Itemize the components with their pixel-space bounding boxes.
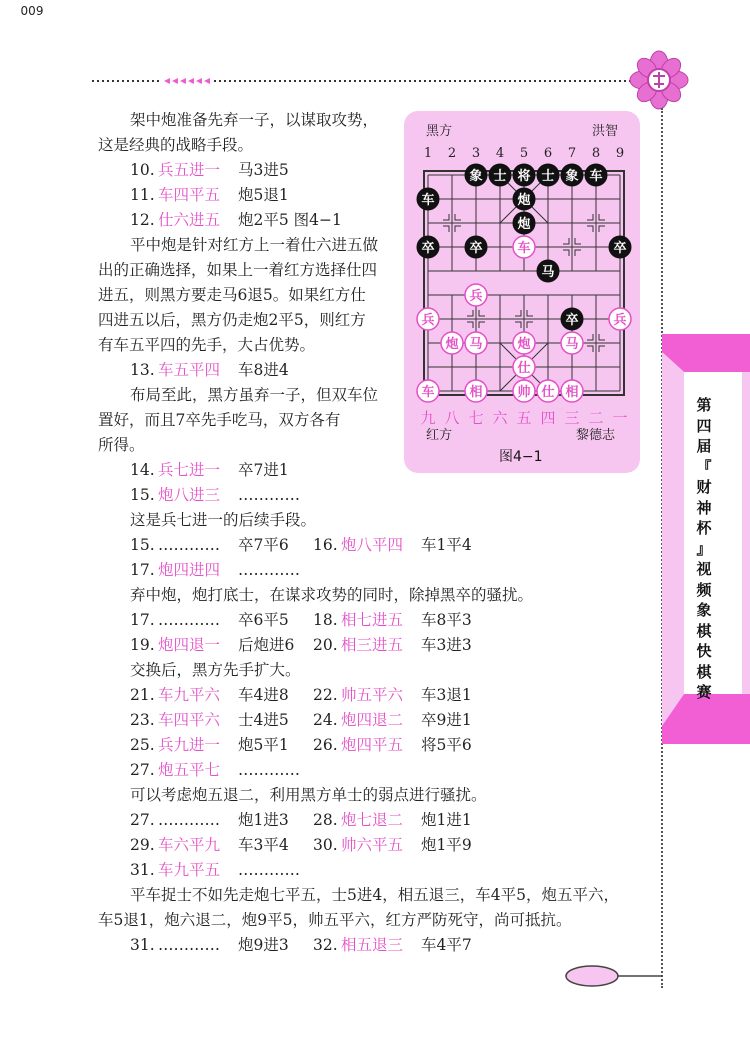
black-move: 卒7平6	[238, 536, 289, 554]
position-mark	[563, 250, 569, 256]
black-piece	[537, 164, 559, 186]
red-move: 帅六平五	[341, 836, 404, 854]
black-piece-label: 卒	[421, 241, 435, 256]
position-mark	[527, 322, 533, 328]
paragraph-line: 这是经典的战略手段。	[98, 136, 254, 154]
position-mark	[443, 214, 449, 220]
paragraph-line: 车5退1，炮六退二，炮9平5，帅五平六，红方严防死守，尚可抵抗。	[98, 911, 572, 929]
red-piece	[465, 380, 487, 402]
side-banner-char: 杯	[696, 519, 712, 537]
black-move: 炮2平5 图4−1	[238, 211, 342, 229]
position-mark	[515, 310, 521, 316]
red-piece	[513, 332, 535, 354]
black-piece	[417, 236, 439, 258]
paragraph-line: 弃中炮，炮打底士，在谋求攻势的同时，除掉黑卒的骚扰。	[130, 586, 534, 604]
side-banner-char: 财	[696, 478, 712, 496]
red-piece	[561, 380, 583, 402]
red-piece	[417, 380, 439, 402]
move-number: 12.	[130, 211, 155, 229]
top-file-number: 9	[615, 146, 625, 161]
paragraph-line: 所得。	[98, 436, 145, 454]
bottom-file-number: 五	[516, 409, 532, 427]
black-piece-label: 卒	[469, 241, 483, 256]
black-move: 车3进3	[421, 636, 472, 654]
move-number: 30.	[313, 836, 338, 854]
position-mark	[527, 310, 533, 316]
red-move: 炮四进四	[158, 561, 221, 579]
position-mark	[599, 346, 605, 352]
black-piece-label: 象	[469, 169, 483, 184]
top-file-numbers	[424, 146, 624, 161]
black-move: 炮1进3	[238, 811, 289, 829]
red-move: 车五平四	[158, 361, 221, 379]
move-number: 11.	[130, 186, 155, 204]
red-move: 相三进五	[341, 636, 404, 654]
position-mark	[455, 214, 461, 220]
top-file-number: 8	[591, 146, 601, 161]
paragraph-line: 出的正确选择，如果上一着红方选择仕四	[98, 261, 378, 279]
position-mark	[587, 346, 593, 352]
red-move: 相五退三	[341, 936, 404, 954]
black-piece-label: 炮	[517, 193, 531, 208]
black-move: …………	[238, 861, 300, 879]
black-move: 炮1平9	[421, 836, 472, 854]
red-move: 车九平六	[158, 686, 221, 704]
red-piece-label: 车	[421, 385, 435, 400]
black-piece-label: 士	[541, 169, 555, 184]
move-number: 26.	[313, 736, 338, 754]
red-move: …………	[158, 536, 220, 554]
position-mark	[479, 322, 485, 328]
black-piece	[465, 164, 487, 186]
red-side-label: 红方	[426, 428, 453, 443]
move-number: 19.	[130, 636, 155, 654]
move-number: 15.	[130, 536, 155, 554]
move-number: 21.	[130, 686, 155, 704]
move-number: 32.	[313, 936, 338, 954]
bottom-file-number: 七	[468, 409, 484, 427]
move-number: 31.	[130, 861, 155, 879]
red-piece-label: 仕	[541, 385, 555, 400]
red-move: 相七进五	[341, 611, 404, 629]
top-file-number: 1	[423, 146, 433, 161]
black-piece	[489, 164, 511, 186]
position-mark	[587, 214, 593, 220]
red-piece-label: 兵	[613, 313, 627, 328]
red-move: 炮四退一	[158, 636, 221, 654]
red-piece-label: 相	[469, 385, 483, 400]
black-piece-label: 车	[421, 193, 435, 208]
figure-caption: 图4−1	[499, 449, 543, 465]
black-move: …………	[238, 561, 300, 579]
black-move: 卒9进1	[421, 711, 472, 729]
red-move: 车九平五	[158, 861, 221, 879]
paragraph-line: 进五，则黑方要走马6退5。如果红方仕	[98, 286, 366, 304]
red-move: …………	[158, 936, 220, 954]
black-piece	[513, 212, 535, 234]
side-banner-char: 『	[696, 457, 712, 476]
move-number: 28.	[313, 811, 338, 829]
red-move: 炮八进三	[158, 486, 221, 504]
paragraph-line: 架中炮准备先弃一子，以谋取攻势，	[130, 111, 379, 129]
position-mark	[455, 226, 461, 232]
side-banner-char: 视	[696, 560, 712, 578]
black-piece	[465, 236, 487, 258]
black-move: 士4进5	[238, 711, 289, 729]
chess-flower-logo-icon	[628, 50, 690, 110]
black-piece-label: 炮	[517, 217, 531, 232]
red-move: 车四平六	[158, 711, 221, 729]
black-move: 炮9进3	[238, 936, 289, 954]
black-piece	[585, 164, 607, 186]
bottom-file-number: 三	[564, 409, 580, 427]
black-move: 车1平4	[421, 536, 472, 554]
black-piece	[561, 308, 583, 330]
side-banner-char: 』	[696, 539, 712, 558]
red-piece	[609, 308, 631, 330]
black-move: …………	[238, 761, 300, 779]
red-piece-label: 兵	[469, 289, 483, 304]
move-number: 25.	[130, 736, 155, 754]
bottom-file-numbers	[420, 409, 627, 427]
side-banner-char: 神	[696, 498, 712, 517]
bottom-file-number: 六	[492, 409, 508, 427]
position-mark	[515, 322, 521, 328]
black-move: …………	[238, 486, 300, 504]
black-player-name: 洪智	[592, 124, 619, 139]
red-piece	[513, 356, 535, 378]
move-number: 23.	[130, 711, 155, 729]
side-banner-char: 四	[696, 416, 712, 435]
black-move: 后炮进6	[238, 636, 295, 654]
move-number: 16.	[313, 536, 338, 554]
position-mark	[599, 214, 605, 220]
position-mark	[479, 310, 485, 316]
page-number-badge	[560, 965, 662, 987]
move-number: 13.	[130, 361, 155, 379]
black-piece-label: 卒	[613, 241, 627, 256]
red-move: 车六平九	[158, 836, 221, 854]
top-file-number: 5	[519, 146, 529, 161]
red-piece-label: 车	[517, 241, 531, 256]
move-number: 20.	[313, 636, 338, 654]
move-number: 31.	[130, 936, 155, 954]
red-piece-label: 相	[565, 385, 579, 400]
red-piece-label: 马	[469, 337, 483, 352]
red-move: 车四平五	[158, 186, 221, 204]
black-side-label: 黑方	[426, 124, 453, 139]
black-move: 车8进4	[238, 361, 289, 379]
red-move: 炮四平五	[341, 736, 404, 754]
black-move: 车8平3	[421, 611, 472, 629]
move-number: 15.	[130, 486, 155, 504]
black-piece-label: 将	[517, 169, 531, 184]
move-number: 18.	[313, 611, 338, 629]
paragraph-line: 布局至此，黑方虽弃一子，但双车位	[130, 386, 379, 404]
top-file-number: 2	[447, 146, 457, 161]
bottom-file-number: 八	[444, 409, 460, 427]
move-number: 22.	[313, 686, 338, 704]
black-piece	[609, 236, 631, 258]
red-piece-label: 炮	[517, 337, 531, 352]
paragraph-line: 置好，而且7卒先手吃马，双方各有	[98, 411, 341, 429]
red-piece-label: 兵	[421, 313, 435, 328]
red-move: …………	[158, 611, 220, 629]
red-move: 兵五进一	[158, 161, 221, 179]
red-move: …………	[158, 811, 220, 829]
paragraph-line: 平中炮是针对红方上一着仕六进五做	[130, 236, 379, 254]
paragraph-line: 交换后，黑方先手扩大。	[130, 661, 301, 679]
position-mark	[563, 238, 569, 244]
pieces	[417, 164, 631, 402]
black-move: 车4平7	[421, 936, 472, 954]
move-number: 29.	[130, 836, 155, 854]
bottom-file-number: 九	[420, 409, 436, 427]
header-dotted-rule	[92, 78, 657, 84]
side-banner-char: 棋	[696, 621, 712, 640]
move-number: 27.	[130, 761, 155, 779]
side-banner-char: 频	[696, 580, 712, 599]
move-number: 10.	[130, 161, 155, 179]
black-move: 炮5平1	[238, 736, 289, 754]
red-piece	[513, 236, 535, 258]
black-piece-label: 士	[493, 169, 507, 184]
top-file-number: 6	[543, 146, 553, 161]
position-mark	[467, 310, 473, 316]
red-piece	[465, 332, 487, 354]
black-piece-label: 车	[589, 169, 603, 184]
red-move: 仕六进五	[158, 211, 221, 229]
position-mark	[587, 226, 593, 232]
xiangqi-board	[404, 111, 640, 473]
move-number: 24.	[313, 711, 338, 729]
black-piece	[561, 164, 583, 186]
black-piece	[513, 188, 535, 210]
top-file-number: 3	[471, 146, 481, 161]
black-piece-label: 象	[565, 169, 579, 184]
position-mark	[575, 238, 581, 244]
black-piece	[537, 260, 559, 282]
side-banner-char: 赛	[696, 683, 712, 701]
move-number: 27.	[130, 811, 155, 829]
red-move: 炮四退二	[341, 711, 404, 729]
bottom-file-number: 一	[612, 409, 628, 427]
red-move: 炮五平七	[158, 761, 221, 779]
position-mark	[599, 226, 605, 232]
black-move: 炮5退1	[238, 186, 289, 204]
red-move: 兵九进一	[158, 736, 221, 754]
paragraph-line: 可以考虑炮五退二，利用黑方单士的弱点进行骚扰。	[130, 786, 487, 804]
bottom-file-number: 四	[540, 409, 556, 427]
side-banner-char: 快	[696, 642, 712, 660]
black-move: 卒7进1	[238, 461, 289, 479]
red-piece	[537, 380, 559, 402]
black-piece	[417, 188, 439, 210]
paragraph-line: 四进五以后，黑方仍走炮2平5，则红方	[98, 311, 366, 329]
position-mark	[575, 250, 581, 256]
red-piece-label: 炮	[445, 337, 459, 352]
black-move: 马3进5	[238, 161, 289, 179]
move-number: 17.	[130, 611, 155, 629]
red-move: 帅五平六	[341, 686, 404, 704]
red-piece	[441, 332, 463, 354]
page-number: 009	[20, 4, 44, 18]
black-move: 车3平4	[238, 836, 289, 854]
black-move: 车4进8	[238, 686, 289, 704]
side-banner-char: 象	[696, 601, 712, 619]
paragraph-line: 有车五平四的先手，大占优势。	[98, 336, 316, 354]
black-piece-label: 马	[541, 265, 555, 280]
red-move: 炮八平四	[341, 536, 404, 554]
red-piece	[561, 332, 583, 354]
bottom-file-number: 二	[588, 409, 604, 427]
black-move: 车3退1	[421, 686, 472, 704]
move-number: 17.	[130, 561, 155, 579]
black-move: 卒6平5	[238, 611, 289, 629]
red-piece-label: 马	[565, 337, 579, 352]
side-banner-char: 届	[696, 437, 712, 455]
red-player-name: 黎德志	[576, 428, 616, 443]
position-mark	[443, 226, 449, 232]
position-mark	[587, 334, 593, 340]
black-move: 将5平6	[421, 736, 472, 754]
position-mark	[599, 334, 605, 340]
red-piece-label: 帅	[517, 385, 531, 400]
black-piece	[513, 164, 535, 186]
red-piece	[417, 308, 439, 330]
red-move: 兵七进一	[158, 461, 221, 479]
top-file-number: 7	[567, 146, 577, 161]
position-mark	[467, 322, 473, 328]
top-file-number: 4	[495, 146, 505, 161]
red-piece-label: 仕	[517, 361, 531, 376]
side-banner-char: 第	[696, 396, 712, 414]
red-piece	[465, 284, 487, 306]
side-banner-char: 棋	[696, 662, 712, 681]
move-number: 14.	[130, 461, 155, 479]
black-move: 炮1进1	[421, 811, 472, 829]
red-move: 炮七退二	[341, 811, 404, 829]
paragraph-line: 平车捉士不如先走炮七平五，士5进4，相五退三，车4平5，炮五平六，	[130, 886, 619, 904]
red-piece	[513, 380, 535, 402]
black-piece-label: 卒	[565, 313, 579, 328]
paragraph-line: 这是兵七进一的后续手段。	[130, 511, 317, 529]
side-banner-title	[690, 395, 718, 703]
